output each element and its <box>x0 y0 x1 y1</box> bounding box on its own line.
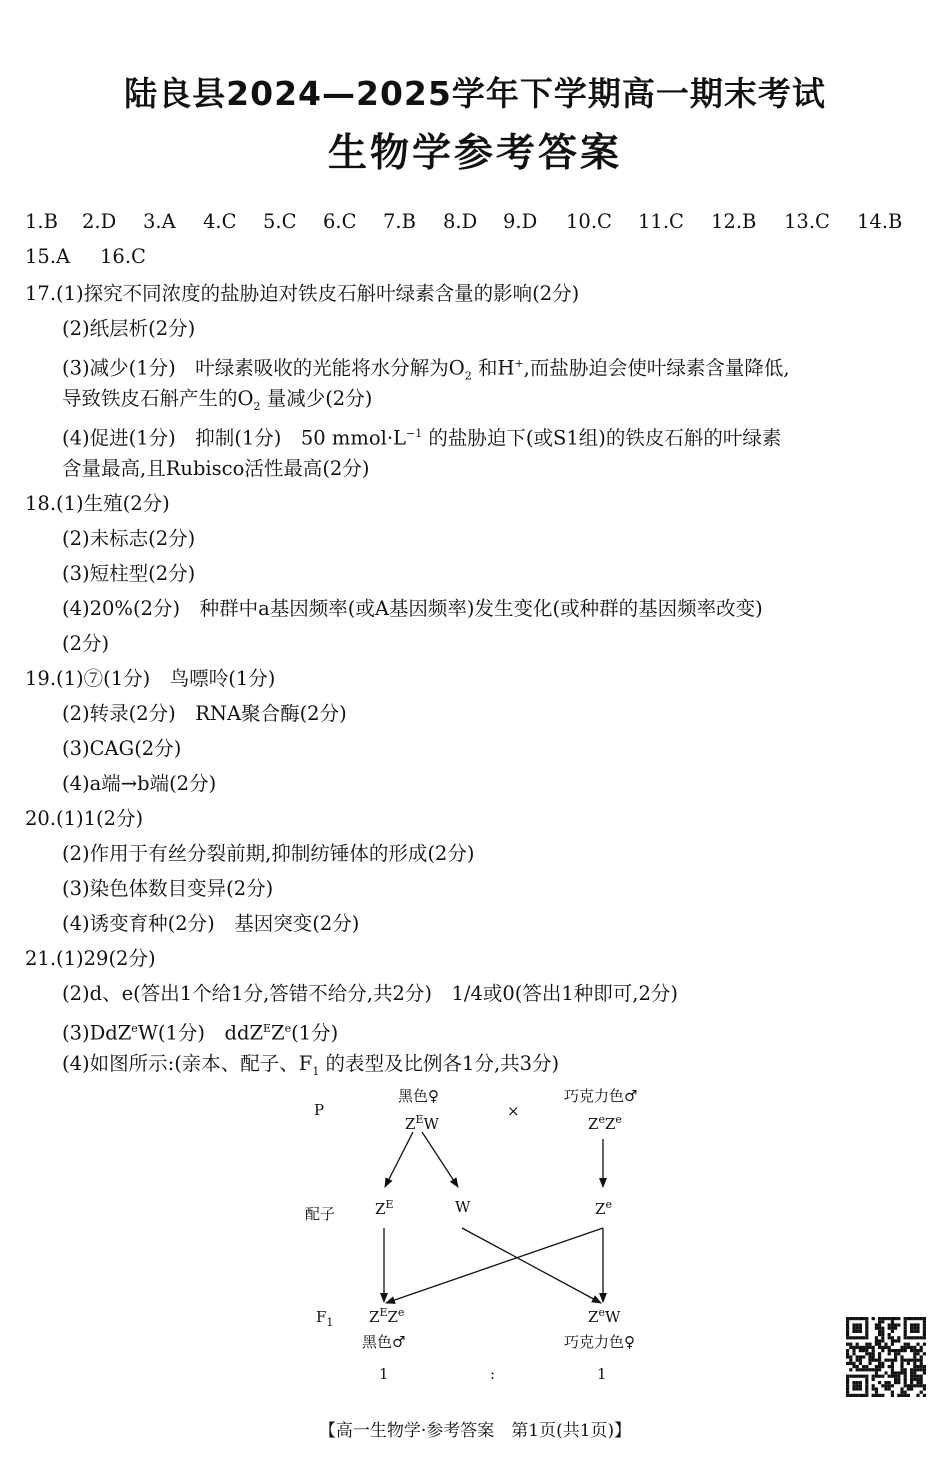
arrow-W-to-offspring2 <box>462 1228 601 1303</box>
cross-arrows <box>0 1075 950 1395</box>
mc-answer: 13.C <box>784 210 830 233</box>
superscript: + <box>514 357 524 370</box>
gamete-label: 配子 <box>305 1205 336 1223</box>
q21-text: W(1分) ddZ <box>137 1021 263 1045</box>
subscript: 2 <box>464 369 472 383</box>
mc-answer: 14.B <box>857 210 903 233</box>
mc-answer: 8.D <box>443 210 478 233</box>
q17-text: (4)促进(1分) 抑制(1分) 50 mmol·L <box>62 426 406 450</box>
q21-line <box>62 1016 338 1047</box>
q17-line: (2)纸层析(2分) <box>62 317 196 340</box>
geno-text: Z <box>588 1308 599 1326</box>
q20-line: (2)作用于有丝分裂前期,抑制纺锤体的形成(2分) <box>62 842 475 865</box>
q21-line: (2)d、e(答出1个给1分,答错不给分,共2分) 1/4或0(答出1种即可,2分) <box>62 982 678 1005</box>
mc-answer: 9.D <box>503 210 538 233</box>
geno-text: W <box>423 1115 439 1133</box>
mc-answer: 5.C <box>263 210 297 233</box>
q17-text: 导致铁皮石斛产生的O <box>62 387 254 410</box>
gamete-W: W <box>455 1198 471 1216</box>
answer-key-title: 生物学参考答案 <box>327 131 622 176</box>
offspring1-genotype <box>369 1306 404 1326</box>
ratio-right: 1 <box>597 1365 607 1383</box>
q21-line: 21.(1)29(2分) <box>25 947 156 970</box>
gamete-Ze <box>595 1198 612 1218</box>
subscript: 1 <box>326 1316 334 1329</box>
q19-line: (3)CAG(2分) <box>62 737 182 760</box>
q17-text: ,而盐胁迫会使叶绿素含量降低, <box>523 356 790 380</box>
mc-answer: 7.B <box>383 210 416 233</box>
geno-text: W <box>604 1308 621 1326</box>
q17-text: 量减少(2分) <box>266 387 373 410</box>
superscript: e <box>605 1198 612 1211</box>
q17-text: (3)减少(1分) 叶绿素吸收的光能将水分解为O <box>62 356 465 380</box>
q17-line <box>62 386 372 420</box>
f1-label <box>316 1308 333 1329</box>
q21-text: Z <box>271 1021 285 1045</box>
page-footer: 【高一生物学·参考答案 第1页(共1页)】 <box>318 1421 632 1441</box>
q20-line: (3)染色体数目变异(2分) <box>62 877 274 900</box>
mc-answer: 15.A <box>25 245 71 268</box>
q21-text: 的表型及比例各1分,共3分) <box>325 1052 560 1075</box>
ratio-colon: : <box>490 1365 496 1383</box>
q20-line: (4)诱变育种(2分) 基因突变(2分) <box>62 912 360 935</box>
father-phenotype: 巧克力色♂ <box>564 1087 638 1105</box>
gamete-ZE <box>375 1198 393 1218</box>
father-genotype <box>588 1113 622 1133</box>
q17-text: 的盐胁迫下(或S1组)的铁皮石斛的叶绿素 <box>428 426 782 450</box>
mc-answer: 12.B <box>711 210 757 233</box>
mc-answer: 2.D <box>82 210 117 233</box>
superscript: E <box>263 1022 272 1035</box>
q17-line: 17.(1)探究不同浓度的盐胁迫对铁皮石斛叶绿素含量的影响(2分) <box>25 282 580 305</box>
q18-line: (3)短柱型(2分) <box>62 562 196 585</box>
q19-line: (2)转录(2分) RNA聚合酶(2分) <box>62 702 347 725</box>
q17-line <box>62 421 781 452</box>
q19-line: 19.(1)⑦(1分) 鸟嘌呤(1分) <box>25 667 276 690</box>
geno-text: Z <box>369 1308 380 1326</box>
mc-answer: 4.C <box>203 210 237 233</box>
superscript: e <box>284 1022 292 1035</box>
mother-phenotype: 黑色♀ <box>398 1087 439 1105</box>
geno-text: Z <box>588 1115 599 1133</box>
subscript: 2 <box>253 399 261 413</box>
mother-genotype <box>405 1113 439 1133</box>
mc-answer: 1.B <box>25 210 58 233</box>
q17-line <box>62 351 790 389</box>
q21-text: (1分) <box>291 1021 339 1045</box>
f1-text: F <box>316 1308 327 1326</box>
q21-text: (4)如图所示:(亲本、配子、F <box>62 1052 313 1075</box>
arrow-to-gamete-W <box>422 1132 458 1187</box>
geno-text: Z <box>604 1115 616 1133</box>
superscript: −1 <box>405 427 423 440</box>
superscript: e <box>131 1022 138 1035</box>
offspring2-genotype <box>588 1306 620 1326</box>
q20-line: 20.(1)1(2分) <box>25 807 144 830</box>
superscript: E <box>385 1198 394 1211</box>
mc-answers <box>0 210 950 270</box>
qr-code-icon <box>846 1317 926 1397</box>
q17-line: 含量最高,且Rubisco活性最高(2分) <box>62 457 370 480</box>
superscript: E <box>379 1306 388 1319</box>
exam-title: 陆良县2024—2025学年下学期高一期末考试 <box>124 74 826 113</box>
offspring1-phenotype: 黑色♂ <box>362 1333 406 1351</box>
mc-answer: 3.A <box>143 210 176 233</box>
superscript: e <box>615 1113 622 1126</box>
q18-line: (2分) <box>62 632 110 655</box>
p-label: P <box>314 1101 325 1119</box>
offspring2-phenotype: 巧克力色♀ <box>564 1333 635 1351</box>
q17-text: 和H <box>477 356 515 380</box>
ratio-left: 1 <box>379 1365 389 1383</box>
superscript: E <box>415 1113 424 1126</box>
q18-line: (2)未标志(2分) <box>62 527 196 550</box>
mc-answer: 16.C <box>100 245 146 268</box>
q19-line: (4)a端→b端(2分) <box>62 772 217 795</box>
cross-symbol: × <box>507 1102 520 1120</box>
subscript: 1 <box>312 1064 320 1078</box>
geno-text: Z <box>375 1200 386 1218</box>
superscript: e <box>598 1113 605 1126</box>
q21-text: (3)DdZ <box>62 1021 132 1045</box>
q18-line: (4)20%(2分) 种群中a基因频率(或A基因频率)发生变化(或种群的基因频率改变) <box>62 597 763 620</box>
superscript: e <box>397 1306 405 1319</box>
geno-text: Z <box>405 1115 416 1133</box>
superscript: e <box>598 1306 605 1319</box>
genetic-cross-diagram <box>0 1075 950 1395</box>
geno-text: Z <box>387 1308 398 1326</box>
mc-answer: 11.C <box>638 210 684 233</box>
arrow-Ze-to-offspring1 <box>386 1228 603 1303</box>
mc-answer: 6.C <box>323 210 357 233</box>
geno-text: Z <box>595 1200 606 1218</box>
arrow-to-gamete-ZE <box>385 1132 413 1187</box>
q18-line: 18.(1)生殖(2分) <box>25 492 170 515</box>
mc-answer: 10.C <box>566 210 612 233</box>
